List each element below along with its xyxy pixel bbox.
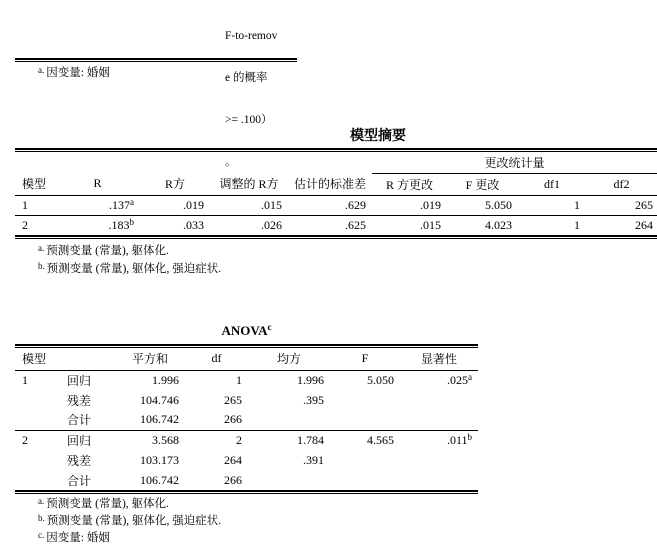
cell-df: 264 <box>224 452 242 467</box>
cell-sum-of-squares: 104.746 <box>140 392 179 407</box>
table-row <box>15 410 478 430</box>
cell-r <box>55 195 140 215</box>
cell-mean-square: .395 <box>303 392 324 407</box>
cell-df: 265 <box>224 392 242 407</box>
cell-source-label: 残差 <box>67 453 92 468</box>
footnote-text: 预测变量 (常量), 躯体化, 强迫症状. <box>46 263 222 275</box>
cell-r-square-change: .015 <box>420 217 441 232</box>
cell-sum-of-squares: 103.173 <box>140 452 179 467</box>
cell-source-label: 残差 <box>67 393 92 408</box>
footnote-marker: a. <box>38 243 45 253</box>
cell-mean-square: 1.996 <box>297 372 324 387</box>
col-header-df: df <box>185 348 248 370</box>
cell-sum-of-squares: 1.996 <box>152 372 179 387</box>
footnote-text: 因变量: 婚姻 <box>46 532 110 544</box>
cell-f <box>330 470 400 490</box>
cell-df: 266 <box>185 410 248 430</box>
fragment-line: e 的概率 <box>225 72 268 84</box>
cell-df1: 1 <box>518 195 586 215</box>
cell-df1: 1 <box>574 217 580 232</box>
fragment-footnote <box>38 64 110 82</box>
cell-adjusted-r-square: .015 <box>210 195 288 215</box>
col-header-df1: df1 <box>518 173 586 195</box>
footnote-marker: b. <box>38 261 45 271</box>
value: .025 <box>447 372 468 387</box>
cell-r-square: .033 <box>183 217 204 232</box>
cell-source-label: 回归 <box>67 373 92 388</box>
cell-std-error: .629 <box>288 195 372 215</box>
fragment-line: F-to-remov <box>225 30 278 42</box>
cell-sig <box>400 410 478 430</box>
value: .137 <box>109 197 130 212</box>
footnote-marker: a. <box>38 65 45 75</box>
header-row <box>15 173 657 195</box>
table-row <box>15 195 657 215</box>
cell-adjusted-r-square: .026 <box>261 217 282 232</box>
cell-mean-square: 1.784 <box>297 432 324 447</box>
footnote-text: 预测变量 (常量), 躯体化. <box>46 498 169 510</box>
col-header-r-square-change: R 方更改 <box>372 173 447 195</box>
cell-df: 1 <box>236 372 242 387</box>
col-header-adjusted-r-square: 调整的 R方 <box>210 173 288 195</box>
col-header-mean-square: 均方 <box>248 348 330 370</box>
cell-model: 1 <box>22 372 28 387</box>
cell-std-error: .625 <box>345 217 366 232</box>
value: .183 <box>108 217 130 232</box>
value-superscript: a <box>468 371 472 382</box>
table-bottom-rule <box>15 58 297 62</box>
model-summary-footnotes <box>38 242 221 278</box>
anova-footnotes <box>38 496 221 546</box>
cell-model: 1 <box>15 195 55 215</box>
cell-model <box>15 450 60 470</box>
cell-r-square-change: .019 <box>372 195 447 215</box>
fragment-line: >= .100） <box>225 114 273 126</box>
cell-f <box>330 390 400 410</box>
cell-source-label: 合计 <box>67 473 92 488</box>
col-header-f: F <box>330 348 400 370</box>
cell-df: 2 <box>236 432 242 447</box>
cell-model: 2 <box>22 217 28 232</box>
col-header-r: R <box>55 173 140 195</box>
cell-f-change: 4.023 <box>485 217 512 232</box>
cell-source-label: 合计 <box>60 410 115 430</box>
table-row <box>15 450 478 470</box>
table-row <box>15 370 478 390</box>
anova-title-superscript: c <box>267 322 272 332</box>
value-superscript: b <box>129 216 134 227</box>
footnote-text: 预测变量 (常量), 躯体化. <box>46 245 169 257</box>
cell-sig <box>400 450 478 470</box>
col-header-std-error: 估计的标准差 <box>288 173 372 195</box>
col-header-model: 模型 <box>15 348 60 370</box>
cell-sig <box>400 390 478 410</box>
cell-r <box>55 215 140 235</box>
col-header-sum-of-squares: 平方和 <box>115 348 185 370</box>
cell-sig <box>400 430 478 450</box>
cell-sum-of-squares: 3.568 <box>152 432 179 447</box>
cell-model <box>15 390 60 410</box>
footnote-marker: c. <box>38 530 45 540</box>
change-statistics-spanner: 更改统计量 <box>372 152 657 173</box>
model-summary-title: 模型摘要 <box>350 129 406 144</box>
table-row <box>15 470 478 490</box>
cell-df: 266 <box>224 472 242 487</box>
col-header-r-square: R方 <box>140 173 210 195</box>
table-row <box>15 215 657 235</box>
spanner-row <box>15 152 657 173</box>
cell-r-square: .019 <box>140 195 210 215</box>
cell-f <box>330 410 400 430</box>
cell-model <box>15 470 60 490</box>
cell-sum-of-squares: 106.742 <box>115 410 185 430</box>
col-header-df2: df2 <box>586 173 657 195</box>
model-summary-table <box>15 148 657 239</box>
cell-source-label: 回归 <box>67 433 92 448</box>
col-header-model: 模型 <box>15 173 55 195</box>
value-superscript: a <box>130 196 134 207</box>
cell-df2: 265 <box>586 195 657 215</box>
footnote-text: 因变量: 婚姻 <box>46 67 110 79</box>
fragment-line: 。 <box>225 156 237 168</box>
col-header-f-change: F 更改 <box>447 173 518 195</box>
cell-model <box>15 410 60 430</box>
cell-model: 2 <box>22 432 28 447</box>
cell-f-change: 5.050 <box>447 195 518 215</box>
anova-table <box>15 344 478 494</box>
footnote-marker: b. <box>38 513 45 523</box>
footnote-text: 预测变量 (常量), 躯体化, 强迫症状. <box>46 515 222 527</box>
value: .011 <box>446 432 468 447</box>
cell-f: 4.565 <box>367 432 394 447</box>
table-row <box>15 390 478 410</box>
cell-f: 5.050 <box>367 372 394 387</box>
cell-mean-square: .391 <box>303 452 324 467</box>
cell-mean-square <box>248 470 330 490</box>
footnote-marker: a. <box>38 496 45 506</box>
table-row <box>15 430 478 450</box>
value-superscript: b <box>467 431 472 442</box>
table-bottom-rule <box>15 490 478 494</box>
cell-sum-of-squares: 106.742 <box>140 472 179 487</box>
cell-sig <box>400 370 478 390</box>
cell-mean-square <box>248 410 330 430</box>
cell-sig <box>400 470 478 490</box>
cell-df2: 264 <box>635 217 654 232</box>
anova-title-text: ANOVA <box>221 323 268 338</box>
header-row <box>15 348 478 370</box>
col-header-sig: 显著性 <box>400 348 478 370</box>
anova-title <box>15 323 478 339</box>
table-bottom-rule <box>15 235 657 239</box>
cell-f <box>330 450 400 470</box>
